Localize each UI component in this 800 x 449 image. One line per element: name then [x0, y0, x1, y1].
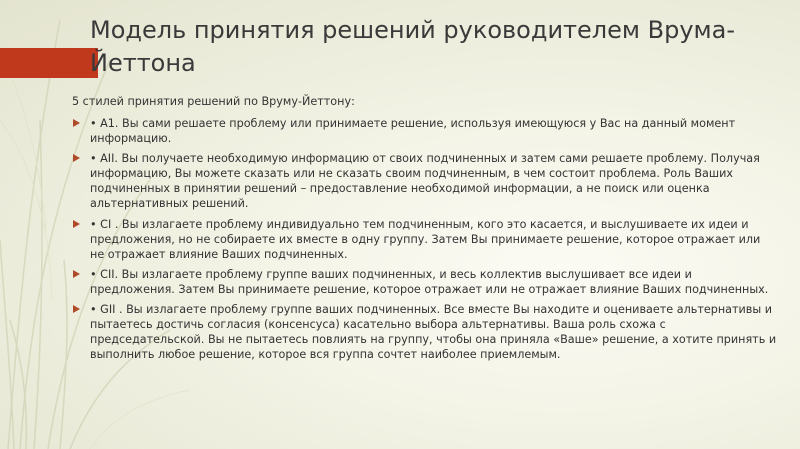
- list-item-c2: [72, 267, 778, 297]
- list-item-g2: [72, 302, 778, 362]
- arrow-bullet-icon: [73, 119, 80, 127]
- intro-text: 5 стилей принятия решений по Вруму-Йеттону:: [72, 95, 355, 108]
- list-item-text: • AII. Вы получаете необходимую информацию от своих подчиненных и затем сами решаете проблему. Получая информацию, Вы можете сказать или не сказать своим подчиненным, в чем состоит проблема. Роль Ваших подчиненных в принятии решений – предоставление необходимой информации, а не поиск или оценка альтернативных решений.: [90, 152, 760, 211]
- arrow-bullet-icon: [73, 154, 80, 162]
- list-item-text: • CI . Вы излагаете проблему индивидуально тем подчиненным, кого это касается, и выслушиваете их идеи и предложения, но не собираете их вместе в одну группу. Затем Вы принимаете решение, которое отражает или не отражает влияние Ваших подчиненных.: [90, 217, 761, 261]
- list-item-a1: [72, 116, 778, 146]
- arrow-bullet-icon: [73, 270, 80, 278]
- arrow-bullet-icon: [73, 220, 80, 228]
- list-item-c1: [72, 217, 778, 262]
- list-item-a2: [72, 151, 778, 211]
- list-item-text: • GII . Вы излагаете проблему группе ваших подчиненных. Все вместе Вы находите и оцениваете альтернативы и пытаетесь достичь согласия (консенсуса) касательно выбора альтернативы. Ваша роль схожа с председательской. Вы не пытаетесь повлиять на группу, чтобы она приняла «Ваше» решение, а хотите принять и выполнить любое решение, которое вся группа сочтет наиболее приемлемым.: [90, 303, 777, 362]
- list-item-text: • A1. Вы сами решаете проблему или принимаете решение, используя имеющуюся у Вас на данный момент информацию.: [90, 117, 736, 146]
- arrow-bullet-icon: [73, 305, 80, 313]
- title-accent-bar: [0, 48, 98, 78]
- list-item-text: • CII. Вы излагаете проблему группе ваших подчиненных, и весь коллектив выслушивает все идеи и предложения. Затем Вы принимаете решение, которое отражает или не отражает влияние Ваших подчиненных.: [90, 267, 769, 296]
- styles-list: [72, 116, 778, 362]
- slide-title: Модель принятия решений руководителем Врума-Йеттона: [90, 16, 735, 77]
